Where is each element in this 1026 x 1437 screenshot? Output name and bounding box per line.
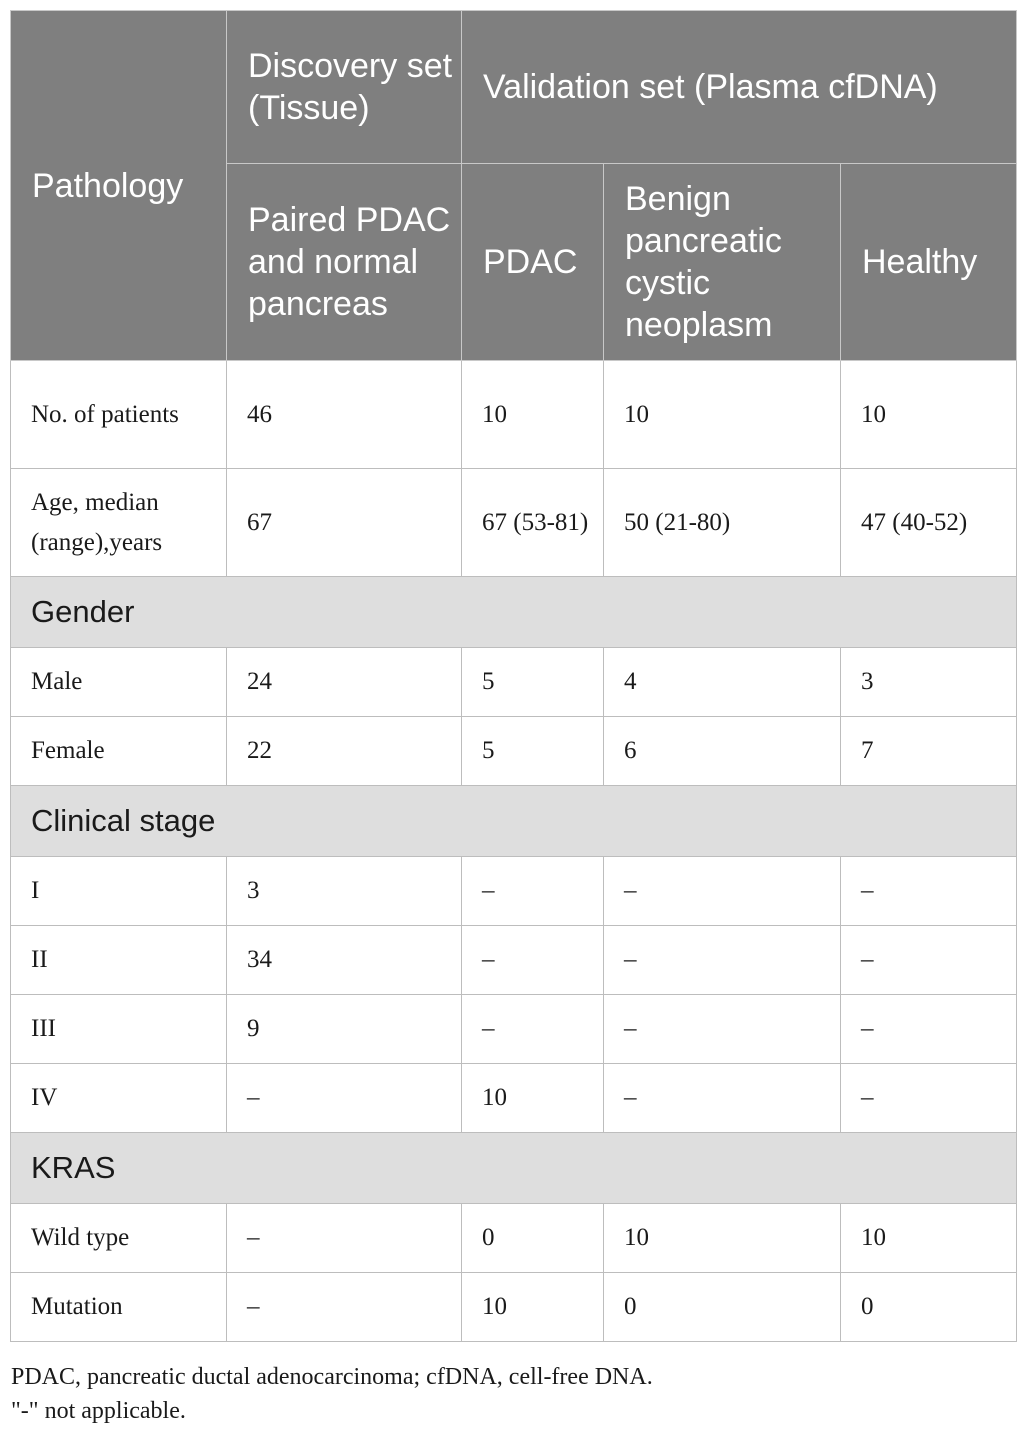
cell: –: [227, 1273, 462, 1342]
cell: 7: [841, 717, 1017, 786]
row-label: Male: [11, 648, 227, 717]
table-row: [11, 717, 1017, 786]
cell: –: [604, 926, 841, 995]
row-label: III: [11, 995, 227, 1064]
row-label: I: [11, 857, 227, 926]
header-healthy: Healthy: [841, 164, 1017, 361]
cell: 67 (53-81): [462, 469, 604, 577]
cell: –: [841, 1064, 1017, 1133]
cell: 4: [604, 648, 841, 717]
table-row: [11, 1204, 1017, 1273]
header-benign-cystic-neoplasm: Benign pancreatic cystic neoplasm: [604, 164, 841, 361]
cell: 46: [227, 361, 462, 469]
cell: –: [604, 995, 841, 1064]
row-label: Wild type: [11, 1204, 227, 1273]
cell: –: [227, 1204, 462, 1273]
cell: 10: [462, 1273, 604, 1342]
table-row: [11, 1273, 1017, 1342]
row-label-age: Age, median (range),years: [11, 469, 227, 577]
header-paired-pdac-normal: Paired PDAC and normal pancreas: [227, 164, 462, 361]
cell: –: [604, 1064, 841, 1133]
table-row: [11, 857, 1017, 926]
cell: 10: [462, 1064, 604, 1133]
cell: –: [227, 1064, 462, 1133]
cell: 0: [462, 1204, 604, 1273]
section-gender: Gender: [11, 577, 1017, 648]
cell: –: [462, 995, 604, 1064]
section-kras: KRAS: [11, 1133, 1017, 1204]
cell: 10: [841, 1204, 1017, 1273]
cell: –: [462, 926, 604, 995]
cell: 10: [841, 361, 1017, 469]
table-row: [11, 1064, 1017, 1133]
cell: 3: [841, 648, 1017, 717]
cell: 3: [227, 857, 462, 926]
table-row: [11, 361, 1017, 469]
cell: 10: [604, 1204, 841, 1273]
row-label: IV: [11, 1064, 227, 1133]
cell: 10: [462, 361, 604, 469]
section-row: [11, 786, 1017, 857]
footnote-abbreviations: PDAC, pancreatic ductal adenocarcinoma; cfDNA, cell-free DNA.: [11, 1364, 653, 1390]
row-label: Female: [11, 717, 227, 786]
cell: 0: [604, 1273, 841, 1342]
footnote-not-applicable: "-" not applicable.: [11, 1398, 186, 1424]
cell: 0: [841, 1273, 1017, 1342]
cell: 34: [227, 926, 462, 995]
table-row: [11, 469, 1017, 577]
cell: –: [841, 857, 1017, 926]
cell: –: [841, 926, 1017, 995]
header-discovery-set: Discovery set (Tissue): [227, 11, 462, 164]
header-pathology: Pathology: [11, 11, 227, 361]
cell: 47 (40-52): [841, 469, 1017, 577]
table-row: [11, 995, 1017, 1064]
cell: 67: [227, 469, 462, 577]
row-label: Mutation: [11, 1273, 227, 1342]
cell: 22: [227, 717, 462, 786]
cell: 5: [462, 648, 604, 717]
cell: –: [604, 857, 841, 926]
cell: 5: [462, 717, 604, 786]
cell: 10: [604, 361, 841, 469]
cell: 24: [227, 648, 462, 717]
section-row: [11, 1133, 1017, 1204]
table-row: [11, 648, 1017, 717]
header-pdac: PDAC: [462, 164, 604, 361]
section-row: [11, 577, 1017, 648]
cell: 6: [604, 717, 841, 786]
row-label: II: [11, 926, 227, 995]
header-validation-set: Validation set (Plasma cfDNA): [462, 11, 1017, 164]
section-clinical-stage: Clinical stage: [11, 786, 1017, 857]
cell: –: [841, 995, 1017, 1064]
table-row: [11, 926, 1017, 995]
row-label-patients: No. of patients: [11, 361, 227, 469]
cell: –: [462, 857, 604, 926]
patient-characteristics-table: [10, 10, 1017, 1342]
cell: 9: [227, 995, 462, 1064]
cell: 50 (21-80): [604, 469, 841, 577]
